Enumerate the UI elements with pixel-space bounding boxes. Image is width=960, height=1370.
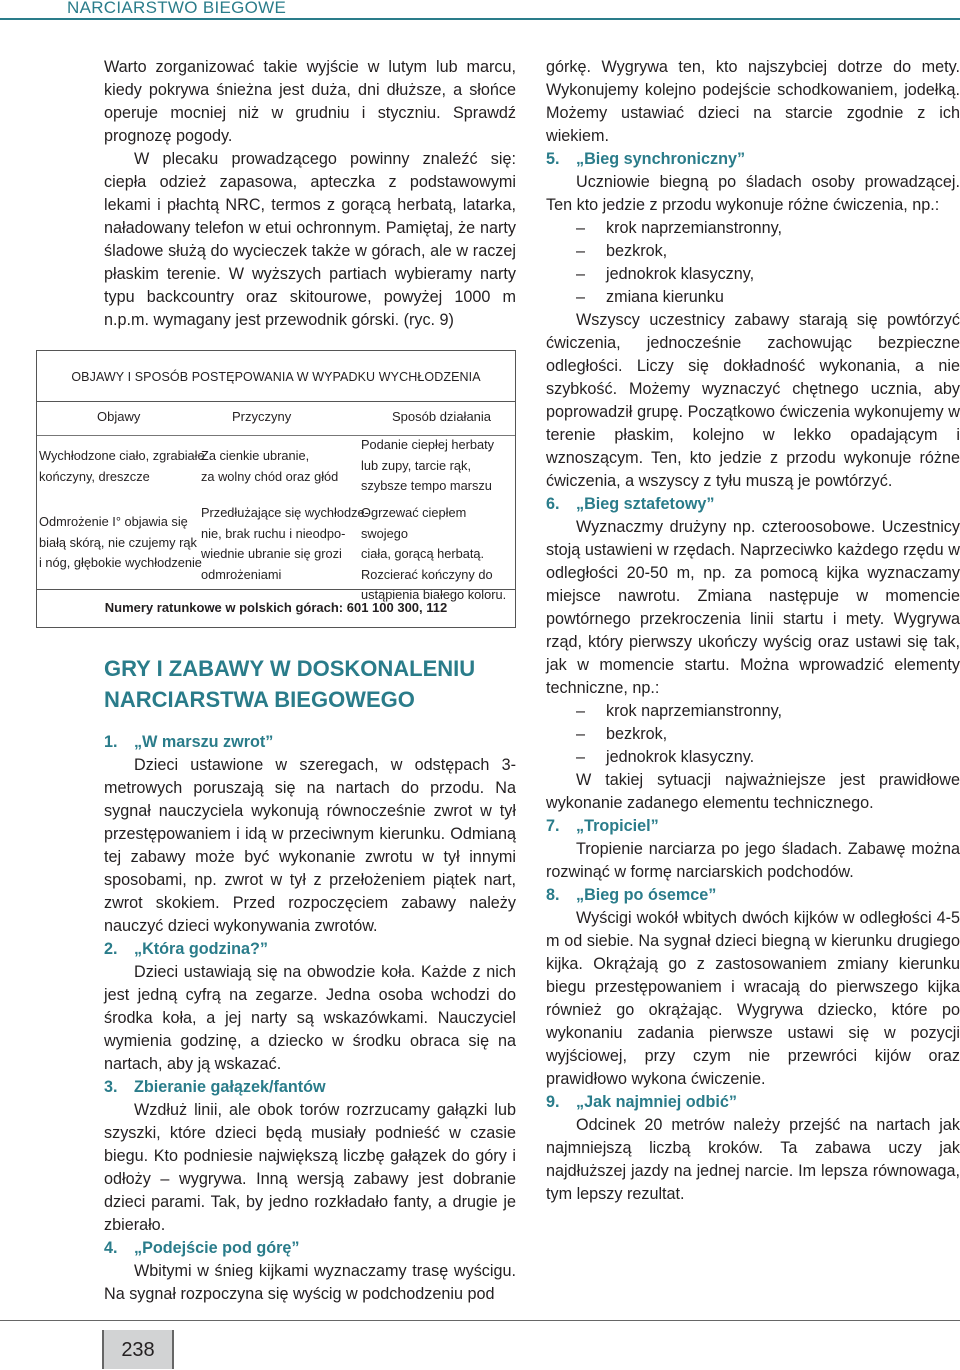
game-name: „Która godzina?” [134, 940, 268, 958]
cell-line: kończyny, dreszcze [39, 468, 150, 484]
game-number: 7. [546, 817, 560, 835]
game-description: Wyścigi wokół wbitych dwóch kijków w odległości 4-5 m od siebie. Na sygnał dzieci biegną w kierunku drugiego kijka. Okrążają go z zastosowaniem zmiany kierunku biegu przestępowaniem i wracają do pierwszego kijka również go okrążając. Wygrywa dziecko, które po wykonaniu zadania pierwsze ustawi się w pozycji wyjściowej, przy czym nie przewróci kijów oraz prawidłowo wykona ćwiczenie. [546, 909, 960, 1088]
cell-line: Ogrzewać ciepłem swojego [361, 505, 467, 541]
game-title [546, 815, 960, 838]
game-description: Odcinek 20 metrów należy przejść na nartach jak najmniejszą liczbą kroków. Ta zabawa uczy jak najdłuższej jazdy na jednej narcie. Im lepsza równowaga, tym lepszy rezultat. [546, 1116, 960, 1203]
exercise-list [546, 700, 960, 769]
paragraph-equipment: W plecaku prowadzącego powinny znaleźć się: ciepła odzież zapasowa, apteczka z podstawowymi lekami i płachtą NRC, termos z gorącą herbatą, latarka, naładowany telefon w etui ochronnym. Pamiętaj, że narty śladowe służą do wycieczek także w górach, ale w raczej płaskim terenie. W wyższych partiach wybieramy narty typu backcountry oraz skitourowe, powyżej 1000 m n.p.m. wymagany jest przewodnik górski. (ryc. 9) [104, 150, 516, 329]
game-number: 8. [546, 886, 560, 904]
cell-line: szybsze tempo marszu [361, 478, 492, 493]
game-number: 3. [104, 1078, 118, 1096]
game-title [104, 1237, 516, 1260]
game-4-continued: górkę. Wygrywa ten, kto najszybciej dotrze do mety. Wykonujemy kolejno podejście schodkowaniem, jodełką. Możemy ustawiać dzieci na starcie zgodnie z ich wiekiem. [546, 58, 960, 145]
table-divider [37, 401, 515, 402]
table-title: OBJAWY I SPOSÓB POSTĘPOWANIA W WYPADKU WYCHŁODZENIA [71, 370, 481, 384]
cell-line: Rozcierać kończyny do [361, 566, 493, 582]
game-description: Wzdłuż linii, ale obok torów rozrzucamy gałązki lub szyszki, które dzieci będą musiały podnieść w czasie biegu. Kto podniesie największą liczbę gałązek do góry i odłoży – wygrywa. Inną wersją zabawy jest dobranie dzieci parami. Tak, by jedno rozkładało fanty, a drugie je zbierało. [104, 1101, 516, 1234]
game-number: 4. [104, 1239, 118, 1257]
game-number: 6. [546, 495, 560, 513]
game-description: Wyznaczmy drużyny np. czteroosobowe. Uczestnicy stoją ustawieni w rzędach. Naprzeciwko każdego rzędu w odległości 20-50 m, np. za pomocą kijka wyznaczamy miejsce nawrotu. Zmiana następuje w momencie powtórnego przekroczenia linii startu i mety. Wygrywa rząd, który pierwszy ukończy wyścig oraz ustawi się tak, jak w momencie startu. Można wprowadzić elementy techniczne, np.: [546, 518, 960, 697]
cell-line: nie, brak ruchu i nieodpo- [201, 525, 346, 541]
list-item: – krok naprzemianstronny, [576, 700, 960, 723]
game-title [104, 1076, 516, 1099]
game-item [104, 1237, 516, 1306]
game-description: Wszyscy uczestnicy zabawy starają się powtórzyć ćwiczenia, jednocześnie zachowując bezpieczne odległości. Liczy się dokładność wykonania, a nie szybkość. Możemy wyznaczyć chętnego ucznia, aby poprowadził grupę. Początkowo ćwiczenia wykonujemy w terenie płaskim, kolejno w lekko opadającym i wznoszącym. Ten, kto jedzie z przodu wykonuje różne ćwiczenia, a wszyscy z tyłu muszą je powtórzyć. [546, 311, 960, 490]
page-number: 238 [102, 1330, 174, 1369]
game-title [546, 1091, 960, 1114]
hypothermia-table [36, 350, 516, 628]
game-item [104, 1076, 516, 1237]
section-heading-line: GRY I ZABAWY W DOSKONALENIU [104, 656, 476, 681]
running-header: NARCIARSTWO BIEGOWE [63, 0, 290, 18]
game-name: „Podejście pod górę” [134, 1239, 300, 1257]
section-heading [104, 653, 524, 715]
cell-line: za wolny chód oraz głód [201, 468, 339, 484]
list-item: – jednokrok klasyczny, [576, 263, 960, 286]
game-name: „W marszu zwrot” [134, 733, 274, 751]
table-cell-symptom-2 [39, 512, 202, 574]
list-item: – bezkrok, [576, 240, 960, 263]
table-cell-cause-1 [201, 446, 338, 487]
game-number: 1. [104, 733, 118, 751]
cell-line: wiednie ubranie się grozi [201, 546, 342, 561]
game-name: Zbieranie gałązek/fantów [134, 1078, 326, 1096]
game-number: 2. [104, 940, 118, 958]
game-title [546, 884, 960, 907]
game-name: „Bieg sztafetowy” [576, 495, 715, 513]
cell-line: odmrożeniami [201, 566, 282, 582]
cell-line: Wychłodzone ciało, zgrabiałe [39, 448, 205, 463]
cell-line: ciała, gorącą herbatą. [361, 546, 485, 561]
table-cell-action-1 [361, 435, 494, 497]
right-column [546, 56, 960, 1206]
left-column-games [104, 731, 516, 1306]
game-title [546, 493, 960, 516]
cell-line: ustąpienia białego koloru. [361, 587, 507, 602]
game-title [104, 938, 516, 961]
cell-line: i nóg, głębokie wychłodzenie [39, 555, 202, 570]
list-item: – zmiana kierunku [576, 286, 960, 309]
game-item [104, 731, 516, 938]
table-cell-cause-2 [201, 503, 369, 585]
cell-line: Przedłużające się wychłodze- [201, 505, 369, 520]
cell-line: Odmrożenie I° objawia się [39, 514, 188, 529]
game-name: „Tropiciel” [576, 817, 659, 835]
game-description: Uczniowie biegną po śladach osoby prowadzącej. Ten kto jedzie z przodu wykonuje różne ćwiczenia, np.: [546, 173, 960, 214]
list-item: – jednokrok klasyczny. [576, 746, 960, 769]
cell-line: lub zupy, tarcie rąk, [361, 457, 472, 473]
section-heading-line: NARCIARSTWA BIEGOWEGO [104, 687, 415, 712]
exercise-list [546, 217, 960, 309]
game-item [104, 938, 516, 1076]
game-number: 5. [546, 150, 560, 168]
game-name: „Bieg synchroniczny” [576, 150, 746, 168]
game-description: W takiej sytuacji najważniejsze jest prawidłowe wykonanie zadanego elementu technicznego. [546, 771, 960, 812]
game-description: Dzieci ustawiają się na obwodzie koła. Każde z nich jest jedną cyfrą na zegarze. Jedna osoba wchodzi do środka koła, a jej narty są wskazówkami. Nauczyciel wymienia godzinę, a dziecko w środku obraca się na nartach, aby ją wskazać. [104, 963, 516, 1073]
list-item: – bezkrok, [576, 723, 960, 746]
footer-rule [0, 1320, 960, 1321]
table-header-causes: Przyczyny [232, 409, 292, 424]
table-header-actions: Sposób działania [392, 409, 492, 424]
game-title [546, 148, 960, 171]
cell-line: białą skórą, nie czujemy rąk [39, 534, 197, 550]
table-cell-symptom-1 [39, 446, 205, 487]
table-divider [37, 589, 515, 590]
game-description: Dzieci ustawione w szeregach, w odstępach 3-metrowych poruszają się na nartach do przodu. Na sygnał nauczyciela wykonują równocześnie zwrot w tył przestępowaniem i idą w przeciwnym kierunku. Odmianą tej zabawy może być wykonanie zwrotu w tył innymi sposobami, np. zwrot w tył z przełożeniem piątek nart, zwrot skokiem. Przed rozpoczęciem zabawy należy nauczyć dzieci wykonywania zwrotów. [104, 756, 516, 935]
emergency-numbers: Numery ratunkowe w polskich górach: 601 100 300, 112 [104, 600, 448, 615]
table-header-symptoms: Objawy [97, 409, 141, 424]
cell-line: Podanie ciepłej herbaty [361, 437, 495, 452]
game-number: 9. [546, 1093, 560, 1111]
left-column-intro [104, 56, 516, 332]
game-title [104, 731, 516, 754]
cell-line: Za cienkie ubranie, [201, 448, 310, 463]
paragraph-timing: Warto zorganizować takie wyjście w lutym lub marcu, kiedy pokrywa śnieżna jest duża, dni dłuższe, a słońce operuje mocniej niż w grudniu i styczniu. Sprawdź prognozę pogody. [104, 58, 516, 145]
game-name: „Bieg po ósemce” [576, 886, 717, 904]
game-description: Tropienie narciarza po jego śladach. Zabawę można rozwinąć w formę narciarskich podchodów. [546, 840, 960, 881]
game-name: „Jak najmniej odbić” [576, 1093, 738, 1111]
table-cell-action-2 [361, 503, 515, 606]
list-item: – krok naprzemianstronny, [576, 217, 960, 240]
game-description: Wbitymi w śnieg kijkami wyznaczamy trasę wyścigu. Na sygnał rozpoczyna się wyścig w podchodzeniu pod [104, 1262, 516, 1303]
